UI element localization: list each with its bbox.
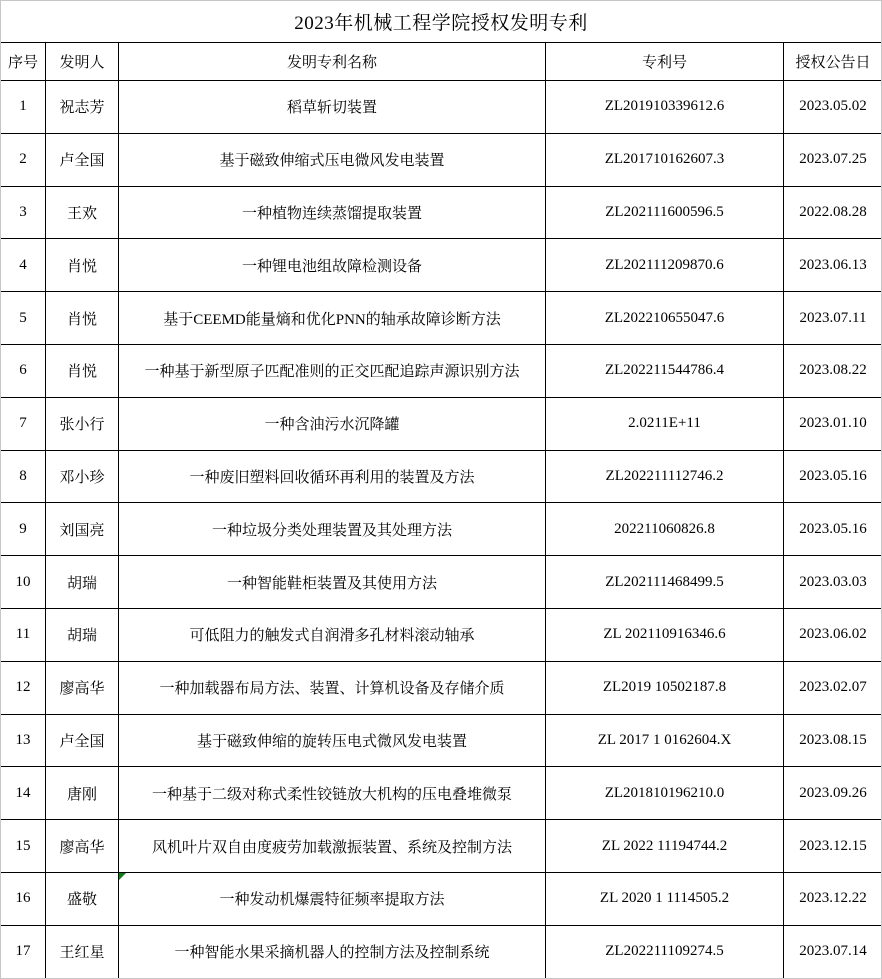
cell-inventor: 廖高华 — [46, 820, 119, 873]
cell-patent-number: ZL202111468499.5 — [546, 556, 784, 609]
cell-grant-date: 2023.09.26 — [784, 767, 882, 820]
cell-patent-number: ZL202211109274.5 — [546, 925, 784, 978]
cell-grant-date: 2023.08.22 — [784, 344, 882, 397]
cell-index: 8 — [1, 450, 46, 503]
table-row — [1, 292, 882, 345]
cell-grant-date: 2023.12.22 — [784, 872, 882, 925]
cell-patent-number: 2.0211E+11 — [546, 397, 784, 450]
cell-patent-name: 风机叶片双自由度疲劳加载激振装置、系统及控制方法 — [119, 820, 546, 873]
cell-inventor: 唐刚 — [46, 767, 119, 820]
cell-patent-name: 基于磁致伸缩的旋转压电式微风发电装置 — [119, 714, 546, 767]
cell-grant-date: 2023.07.25 — [784, 133, 882, 186]
cell-index: 11 — [1, 608, 46, 661]
cell-patent-number: ZL202211112746.2 — [546, 450, 784, 503]
cell-patent-name: 一种智能水果采摘机器人的控制方法及控制系统 — [119, 925, 546, 978]
cell-patent-number: ZL202211544786.4 — [546, 344, 784, 397]
table-row — [1, 133, 882, 186]
cell-index: 1 — [1, 81, 46, 134]
table-row — [1, 608, 882, 661]
cell-inventor: 刘国亮 — [46, 503, 119, 556]
table-row — [1, 556, 882, 609]
table-row — [1, 661, 882, 714]
cell-inventor: 肖悦 — [46, 292, 119, 345]
cell-grant-date: 2022.08.28 — [784, 186, 882, 239]
cell-index: 17 — [1, 925, 46, 978]
cell-index: 12 — [1, 661, 46, 714]
table-row — [1, 397, 882, 450]
cell-grant-date: 2023.01.10 — [784, 397, 882, 450]
cell-patent-number: ZL201910339612.6 — [546, 81, 784, 134]
cell-inventor: 胡瑞 — [46, 556, 119, 609]
cell-patent-number: ZL2019 10502187.8 — [546, 661, 784, 714]
cell-patent-number: 202211060826.8 — [546, 503, 784, 556]
cell-inventor: 肖悦 — [46, 239, 119, 292]
cell-grant-date: 2023.05.16 — [784, 450, 882, 503]
cell-inventor: 胡瑞 — [46, 608, 119, 661]
table-row — [1, 450, 882, 503]
table-row — [1, 503, 882, 556]
cell-patent-number: ZL202111209870.6 — [546, 239, 784, 292]
column-header-inventor: 发明人 — [46, 43, 119, 81]
cell-error-marker-icon — [119, 873, 126, 880]
cell-patent-number: ZL202210655047.6 — [546, 292, 784, 345]
cell-inventor: 张小行 — [46, 397, 119, 450]
table-row — [1, 239, 882, 292]
cell-index: 5 — [1, 292, 46, 345]
cell-inventor: 廖高华 — [46, 661, 119, 714]
patent-table — [0, 42, 882, 979]
column-header-grant-date: 授权公告日 — [784, 43, 882, 81]
cell-index: 4 — [1, 239, 46, 292]
cell-inventor: 邓小珍 — [46, 450, 119, 503]
cell-patent-number: ZL201710162607.3 — [546, 133, 784, 186]
cell-patent-name: 一种加载器布局方法、装置、计算机设备及存储介质 — [119, 661, 546, 714]
table-row — [1, 186, 882, 239]
cell-grant-date: 2023.05.16 — [784, 503, 882, 556]
cell-inventor: 王欢 — [46, 186, 119, 239]
cell-patent-name: 基于CEEMD能量熵和优化PNN的轴承故障诊断方法 — [119, 292, 546, 345]
table-row — [1, 714, 882, 767]
cell-index: 6 — [1, 344, 46, 397]
cell-grant-date: 2023.07.11 — [784, 292, 882, 345]
column-header-index: 序号 — [1, 43, 46, 81]
cell-index: 15 — [1, 820, 46, 873]
cell-patent-number: ZL202111600596.5 — [546, 186, 784, 239]
table-body — [1, 81, 882, 979]
cell-patent-name: 基于磁致伸缩式压电微风发电装置 — [119, 133, 546, 186]
cell-grant-date: 2023.06.13 — [784, 239, 882, 292]
table-row — [1, 925, 882, 978]
cell-patent-name: 一种植物连续蒸馏提取装置 — [119, 186, 546, 239]
cell-index: 10 — [1, 556, 46, 609]
table-row — [1, 767, 882, 820]
cell-patent-name: 一种含油污水沉降罐 — [119, 397, 546, 450]
table-row — [1, 872, 882, 925]
cell-grant-date: 2023.03.03 — [784, 556, 882, 609]
cell-patent-number: ZL 2017 1 0162604.X — [546, 714, 784, 767]
cell-index: 16 — [1, 872, 46, 925]
cell-inventor: 卢全国 — [46, 714, 119, 767]
cell-index: 3 — [1, 186, 46, 239]
cell-patent-name: 一种基于二级对称式柔性铰链放大机构的压电叠堆微泵 — [119, 767, 546, 820]
cell-patent-name: 一种发动机爆震特征频率提取方法 — [119, 872, 546, 925]
cell-index: 14 — [1, 767, 46, 820]
cell-grant-date: 2023.12.15 — [784, 820, 882, 873]
cell-index: 9 — [1, 503, 46, 556]
cell-inventor: 卢全国 — [46, 133, 119, 186]
cell-patent-name: 一种废旧塑料回收循环再利用的装置及方法 — [119, 450, 546, 503]
cell-grant-date: 2023.08.15 — [784, 714, 882, 767]
cell-patent-name: 一种基于新型原子匹配准则的正交匹配追踪声源识别方法 — [119, 344, 546, 397]
cell-patent-name: 一种锂电池组故障检测设备 — [119, 239, 546, 292]
cell-patent-name: 稻草斩切装置 — [119, 81, 546, 134]
cell-grant-date: 2023.02.07 — [784, 661, 882, 714]
column-header-patent-name: 发明专利名称 — [119, 43, 546, 81]
cell-inventor: 肖悦 — [46, 344, 119, 397]
cell-inventor: 盛敬 — [46, 872, 119, 925]
cell-patent-number: ZL 2020 1 1114505.2 — [546, 872, 784, 925]
page-title: 2023年机械工程学院授权发明专利 — [294, 13, 588, 34]
cell-grant-date: 2023.05.02 — [784, 81, 882, 134]
header-row — [1, 43, 882, 81]
cell-grant-date: 2023.07.14 — [784, 925, 882, 978]
column-header-patent-number: 专利号 — [546, 43, 784, 81]
table-row — [1, 81, 882, 134]
cell-index: 7 — [1, 397, 46, 450]
cell-grant-date: 2023.06.02 — [784, 608, 882, 661]
cell-patent-number: ZL201810196210.0 — [546, 767, 784, 820]
cell-index: 13 — [1, 714, 46, 767]
cell-inventor: 祝志芳 — [46, 81, 119, 134]
cell-inventor: 王红星 — [46, 925, 119, 978]
cell-patent-name: 可低阻力的触发式自润滑多孔材料滚动轴承 — [119, 608, 546, 661]
cell-patent-name: 一种智能鞋柜装置及其使用方法 — [119, 556, 546, 609]
cell-patent-number: ZL 202110916346.6 — [546, 608, 784, 661]
table-row — [1, 344, 882, 397]
cell-patent-name: 一种垃圾分类处理装置及其处理方法 — [119, 503, 546, 556]
table-row — [1, 820, 882, 873]
cell-index: 2 — [1, 133, 46, 186]
cell-patent-number: ZL 2022 11194744.2 — [546, 820, 784, 873]
